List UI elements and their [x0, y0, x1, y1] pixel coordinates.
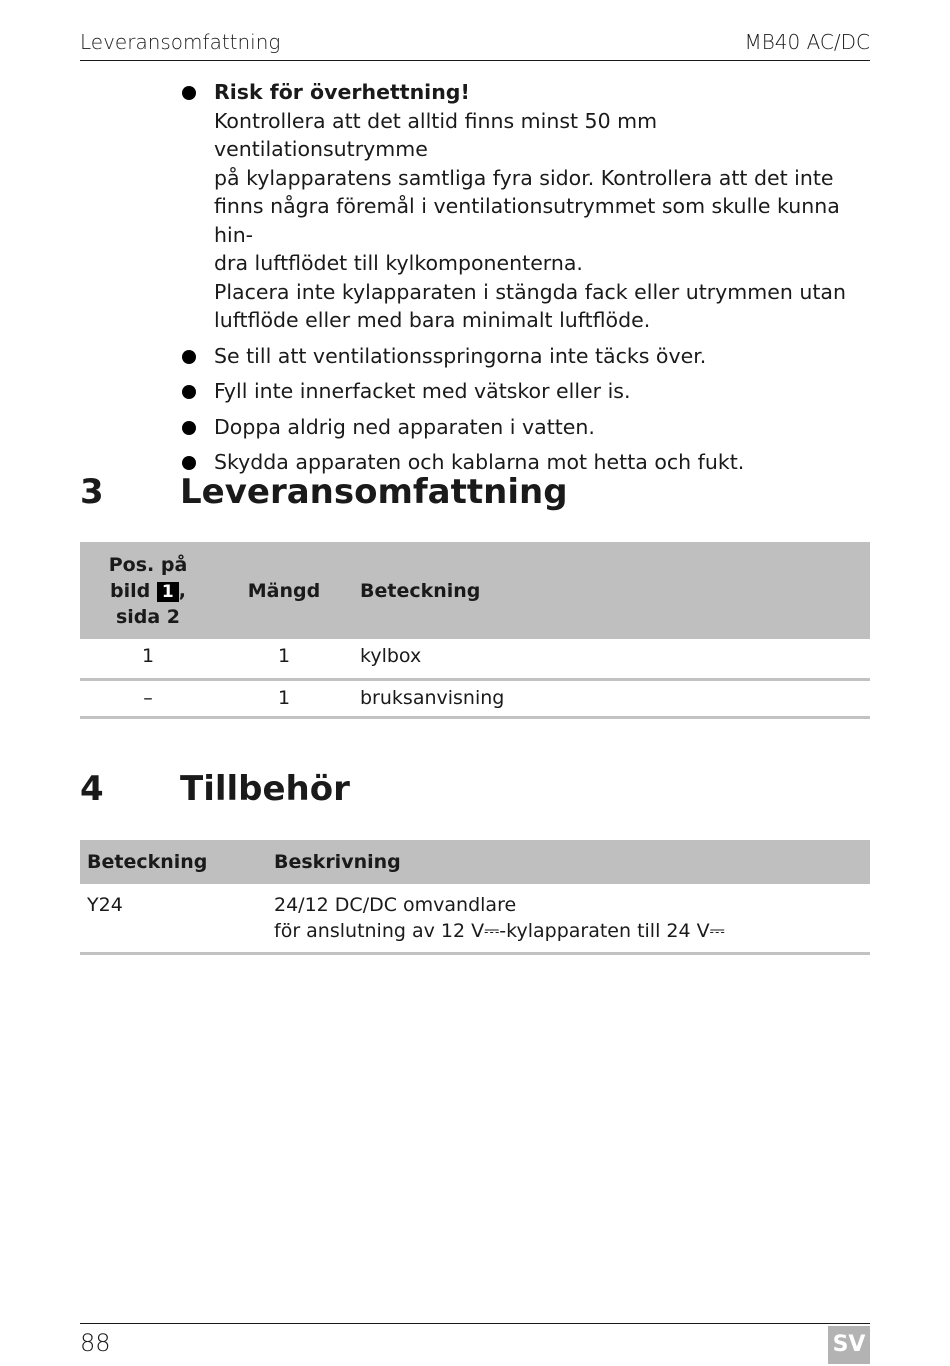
bullet-icon	[182, 350, 196, 364]
column-header-position	[80, 542, 216, 639]
column-header-designation: Beteckning	[352, 542, 870, 639]
header-section-title: Leveransomfattning	[80, 30, 281, 54]
cell-designation: bruksanvisning	[352, 679, 870, 717]
warning-text-line: Kontrollera att det alltid finns minst 50 mm ventilationsutrymme	[214, 108, 658, 161]
safety-bullet-list	[180, 78, 870, 484]
pos-header-line: bild	[110, 579, 151, 602]
warning-text-line: dra luftflödet till kylkomponenterna.	[214, 251, 583, 275]
column-header-designation: Beteckning	[80, 840, 267, 884]
warning-title: Risk för överhettning!	[214, 80, 470, 104]
language-badge: SV	[828, 1326, 870, 1364]
pos-header-line: Pos. på	[108, 553, 188, 576]
warning-text-line: på kylapparatens samtliga fyra sidor. Kontrollera att det inte	[214, 165, 834, 190]
list-item	[180, 78, 870, 335]
section-title: Tillbehör	[180, 769, 350, 809]
warning-text-line: finns några föremål i ventilationsutrymmet som skulle kunna hin-	[214, 194, 840, 247]
cell-description	[267, 884, 870, 954]
bullet-icon	[182, 421, 196, 435]
section-number: 3	[80, 472, 104, 512]
list-item	[180, 413, 870, 442]
bullet-text: Se till att ventilationsspringorna inte täcks över.	[214, 343, 707, 368]
accessories-table	[80, 840, 870, 955]
section-number: 4	[80, 769, 104, 809]
warning-text-line: Placera inte kylapparaten i stängda fack eller utrymmen utan	[214, 279, 846, 304]
bullet-icon	[182, 86, 196, 100]
cell-designation: Y24	[80, 884, 267, 954]
bullet-text: Fyll inte innerfacket med vätskor eller is.	[214, 379, 631, 403]
list-item	[180, 342, 870, 371]
description-line: 24/12 DC/DC omvandlare	[274, 894, 517, 916]
cell-quantity: 1	[216, 639, 352, 679]
header-model-name: MB40 AC/DC	[744, 30, 870, 54]
pos-header-comma: ,	[178, 579, 186, 602]
page-footer	[80, 1323, 870, 1366]
bullet-icon	[182, 456, 196, 470]
bullet-icon	[182, 385, 196, 399]
figure-number-badge: 1	[157, 582, 179, 602]
delivery-scope-table	[80, 542, 870, 719]
description-line: för anslutning av 12 V⎓-kylapparaten till 24 V⎓	[274, 920, 725, 942]
table-row	[80, 884, 870, 954]
list-item	[180, 377, 870, 406]
table-row	[80, 679, 870, 717]
column-header-quantity: Mängd	[216, 542, 352, 639]
warning-text-line: luftflöde eller med bara minimalt luftflöde.	[214, 308, 651, 332]
table-row	[80, 639, 870, 679]
page-header	[80, 28, 870, 61]
table-header-row	[80, 542, 870, 639]
bullet-text: Skydda apparaten och kablarna mot hetta och fukt.	[214, 450, 745, 474]
cell-quantity: 1	[216, 679, 352, 717]
table-header-row	[80, 840, 870, 884]
section-title: Leveransomfattning	[180, 472, 568, 512]
cell-position: –	[80, 679, 216, 717]
pos-header-line: sida 2	[115, 605, 181, 628]
column-header-description: Beskrivning	[267, 840, 870, 884]
cell-designation: kylbox	[352, 639, 870, 679]
cell-position: 1	[80, 639, 216, 679]
page-number: 88	[80, 1329, 111, 1357]
bullet-text: Doppa aldrig ned apparaten i vatten.	[214, 414, 595, 439]
